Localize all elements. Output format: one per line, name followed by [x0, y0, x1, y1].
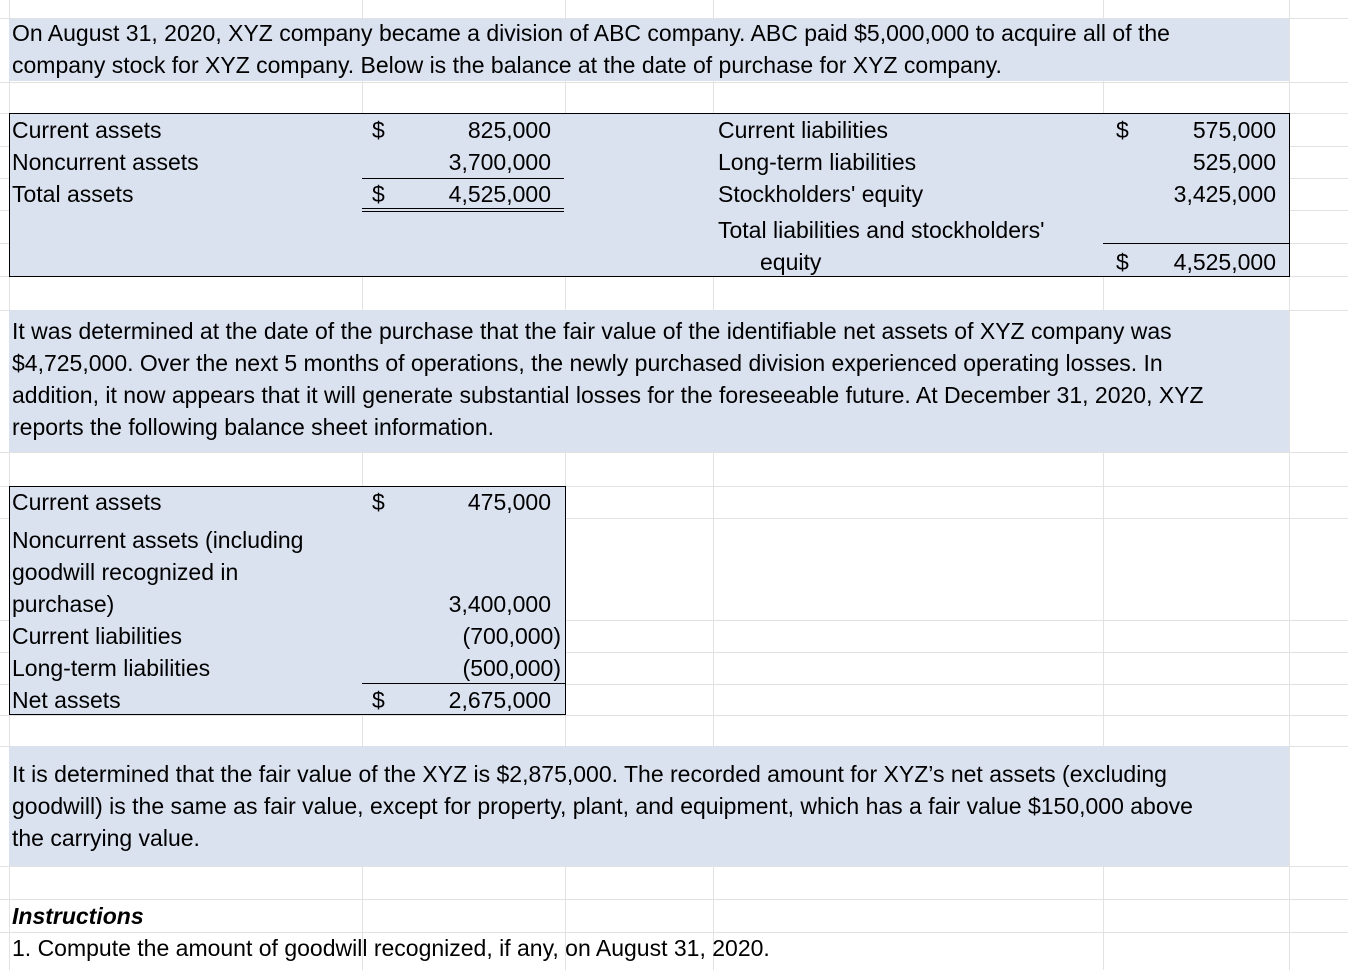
b2-net-assets-currency: $: [372, 687, 385, 713]
b1-total-assets-label: Total assets: [12, 181, 134, 207]
b2-longterm-liabilities-value: (500,000): [462, 655, 561, 681]
balance1-bottom-border: [9, 276, 1290, 277]
instructions-item-1: 1. Compute the amount of goodwill recognized, if any, on August 31, 2020.: [12, 935, 770, 961]
b1-current-liabilities-currency: $: [1116, 117, 1129, 143]
b1-total-liab-equity-currency: $: [1116, 249, 1129, 275]
para2-line-1: It was determined at the date of the purchase that the fair value of the identifiable net assets of XYZ company was: [12, 318, 1172, 344]
para2-line-3: addition, it now appears that it will generate substantial losses for the foreseeable future. At December 31, 2020, XYZ: [12, 382, 1204, 408]
b1-total-liab-equity-label-1: Total liabilities and stockholders': [718, 217, 1045, 243]
b1-noncurrent-assets-value: 3,700,000: [448, 149, 551, 175]
grid-row-line: [0, 715, 1348, 716]
b1-noncurrent-assets-label: Noncurrent assets: [12, 149, 199, 175]
balance1-left-border: [9, 113, 10, 277]
balance1-band: [9, 113, 1289, 276]
para3-line-3: the carrying value.: [12, 825, 200, 851]
b2-net-assets-value: 2,675,000: [448, 687, 551, 713]
b2-noncurrent-value: 3,400,000: [448, 591, 551, 617]
balance1-top-border: [9, 113, 1290, 114]
b2-current-liabilities-label: Current liabilities: [12, 623, 183, 649]
para2-line-4: reports the following balance sheet information.: [12, 414, 495, 440]
b1-current-assets-currency: $: [372, 117, 385, 143]
intro-line-2: company stock for XYZ company. Below is the balance at the date of purchase for XYZ company.: [12, 52, 1002, 78]
balance2-right-border: [565, 486, 566, 715]
grid-row-line: [0, 866, 1348, 867]
balance1-right-border: [1289, 113, 1290, 277]
b2-noncurrent-label-3: purchase): [12, 591, 115, 617]
b2-longterm-liabilities-label: Long-term liabilities: [12, 655, 211, 681]
grid-row-line: [0, 82, 1348, 83]
b1-current-assets-value: 825,000: [467, 117, 551, 143]
b1-stockholders-equity-value: 3,425,000: [1173, 181, 1276, 207]
b1-total-liab-equity-label-2: equity: [760, 249, 822, 275]
b2-current-assets-currency: $: [372, 489, 385, 515]
para3-line-1: It is determined that the fair value of the XYZ is $2,875,000. The recorded amount for XYZ’s net assets (excluding: [12, 761, 1167, 787]
b2-current-assets-label: Current assets: [12, 489, 162, 515]
grid-row-line: [0, 452, 1348, 453]
b1-stockholders-equity-label: Stockholders' equity: [718, 181, 924, 207]
b1-longterm-liabilities-label: Long-term liabilities: [718, 149, 917, 175]
b1-total-liab-equity-value: 4,525,000: [1173, 249, 1276, 275]
b1-current-liabilities-value: 575,000: [1192, 117, 1276, 143]
para2-line-2: $4,725,000. Over the next 5 months of operations, the newly purchased division experienced operating losses. In: [12, 350, 1163, 376]
grid-row-line: [0, 899, 1348, 900]
para3-line-2: goodwill) is the same as fair value, except for property, plant, and equipment, which has a fair value $150,000 above: [12, 793, 1193, 819]
balance2-left-border: [9, 486, 10, 715]
b1-total-assets-value: 4,525,000: [448, 181, 551, 207]
b1-longterm-liabilities-value: 525,000: [1192, 149, 1276, 175]
b2-current-assets-value: 475,000: [467, 489, 551, 515]
b2-current-liabilities-value: (700,000): [462, 623, 561, 649]
b1-total-assets-currency: $: [372, 181, 385, 207]
intro-line-1: On August 31, 2020, XYZ company became a division of ABC company. ABC paid $5,000,000 to acquire all of the: [12, 20, 1170, 46]
b1-total-assets-double-underline: [362, 208, 564, 212]
b1-current-assets-label: Current assets: [12, 117, 162, 143]
b1-liab-subtotal-line: [1103, 243, 1289, 244]
b2-net-assets-label: Net assets: [12, 687, 121, 713]
b2-noncurrent-label-1: Noncurrent assets (including: [12, 527, 304, 553]
b2-noncurrent-label-2: goodwill recognized in: [12, 559, 239, 585]
b1-current-liabilities-label: Current liabilities: [718, 117, 889, 143]
instructions-heading: Instructions: [12, 903, 144, 929]
